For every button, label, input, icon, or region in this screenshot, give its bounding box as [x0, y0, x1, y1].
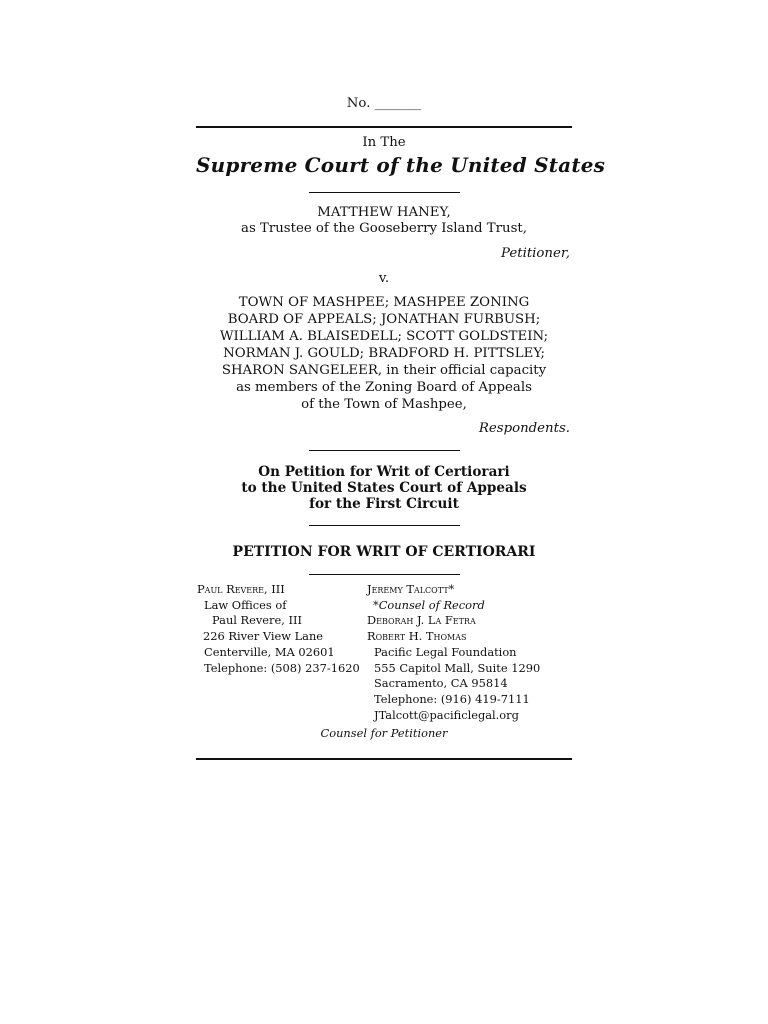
top-rule — [196, 126, 572, 128]
respondent-role: Respondents. — [478, 421, 570, 436]
counsel-right-email: JTalcott@pacificlegal.org — [374, 707, 519, 722]
petitioner-role: Petitioner, — [501, 246, 570, 261]
divider-3 — [309, 525, 460, 526]
counsel-left-firm-2: Paul Revere, III — [212, 613, 302, 628]
respondent-line-4: NORMAN J. GOULD; BRADFORD H. PITTSLEY; — [223, 346, 545, 361]
counsel-right-street: 555 Capitol Mall, Suite 1290 — [374, 660, 541, 675]
counsel-left-firm-1: Law Offices of — [204, 597, 287, 612]
counsel-right-org: Pacific Legal Foundation — [374, 644, 517, 659]
respondent-line-2: BOARD OF APPEALS; JONATHAN FURBUSH; — [227, 312, 541, 327]
petitioner-capacity: as Trustee of the Gooseberry Island Trust, — [241, 221, 527, 236]
respondent-line-6: as members of the Zoning Board of Appeals — [236, 380, 532, 395]
respondent-line-5: SHARON SANGELEER, in their official capacity — [221, 363, 547, 378]
counsel-right-name-2: Deborah J. La Fetra — [367, 613, 476, 628]
divider-4 — [309, 574, 460, 575]
bottom-rule — [196, 758, 572, 760]
respondent-line-7: of the Town of Mashpee, — [301, 397, 467, 412]
petition-title: PETITION FOR WRIT OF CERTIORARI — [232, 544, 536, 560]
court-name: Supreme Court of the United States — [196, 153, 606, 177]
respondent-line-1: TOWN OF MASHPEE; MASHPEE ZONING — [238, 295, 530, 310]
in-the-label: In The — [362, 135, 406, 150]
counsel-right-phone: Telephone: (916) 419-7111 — [374, 691, 530, 706]
counsel-right-city: Sacramento, CA 95814 — [374, 676, 508, 691]
counsel-right-column — [367, 582, 540, 723]
petition-line-1: On Petition for Writ of Certiorari — [258, 464, 510, 480]
counsel-of-record: *Counsel of Record — [373, 597, 485, 612]
respondent-line-3: WILLIAM A. BLAISEDELL; SCOTT GOLDSTEIN; — [219, 329, 549, 344]
counsel-left-name: Paul Revere, III — [197, 582, 285, 596]
counsel-left-column — [197, 582, 360, 676]
divider-1 — [309, 192, 460, 193]
versus: v. — [378, 271, 390, 286]
counsel-right-name-3: Robert H. Thomas — [367, 629, 467, 644]
petition-line-3: for the First Circuit — [309, 496, 459, 512]
counsel-right-name-1: Jeremy Talcott* — [367, 582, 455, 596]
petition-line-2: to the United States Court of Appeals — [241, 480, 527, 496]
petitioner-name: MATTHEW HANEY, — [317, 205, 451, 220]
counsel-left-city: Centerville, MA 02601 — [204, 644, 335, 659]
counsel-left-phone: Telephone: (508) 237-1620 — [204, 660, 360, 675]
docket-number: No. _______ — [346, 96, 422, 111]
counsel-footer: Counsel for Petitioner — [320, 726, 448, 740]
divider-2 — [309, 450, 460, 451]
counsel-left-street: 226 River View Lane — [203, 629, 324, 644]
